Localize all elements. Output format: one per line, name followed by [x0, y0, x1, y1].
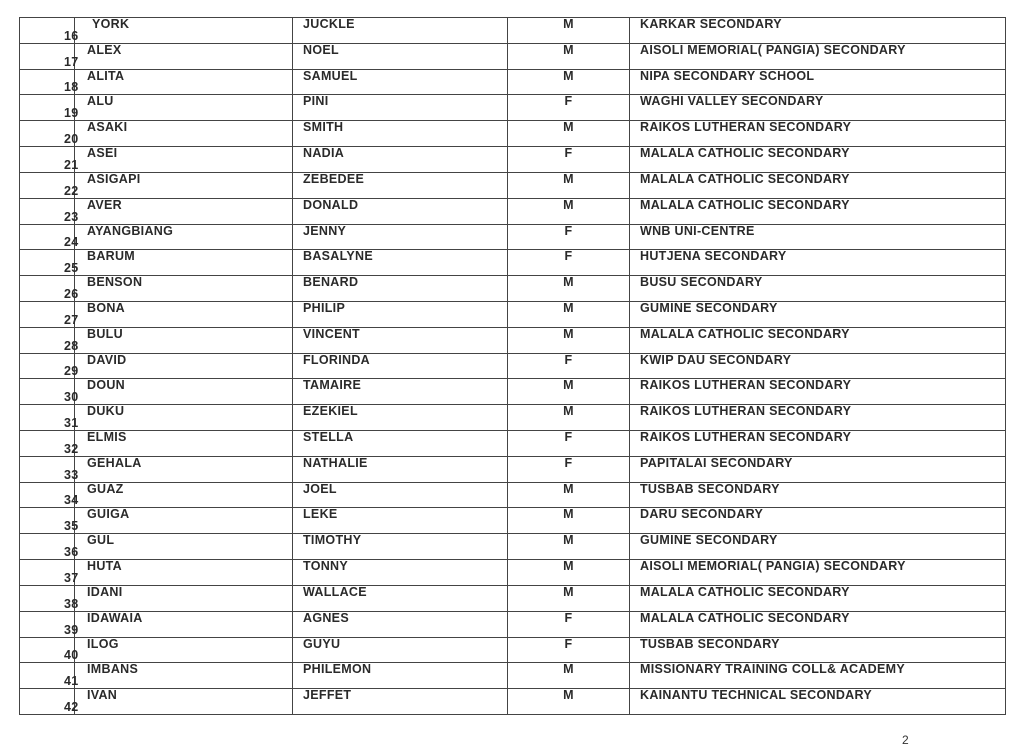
school-text: TUSBAB SECONDARY	[640, 637, 780, 651]
given-name-text: TIMOTHY	[303, 533, 362, 548]
sex-text: F	[564, 353, 573, 367]
school-text: MALALA CATHOLIC SECONDARY	[640, 146, 850, 161]
sex-text: M	[563, 327, 574, 341]
surname-text: GEHALA	[87, 456, 142, 470]
given-name-text: SAMUEL	[303, 69, 358, 83]
given-name-text: LEKE	[303, 507, 338, 522]
row-number-text: 36	[64, 545, 79, 560]
row-number-text: 25	[64, 261, 79, 276]
student-list-table	[19, 17, 1006, 715]
surname-cell	[75, 276, 293, 302]
sex-cell	[508, 147, 630, 173]
surname-text: IDAWAIA	[87, 611, 143, 625]
school-cell	[630, 121, 1006, 147]
sex-text: F	[564, 249, 573, 264]
given-name-text: JUCKLE	[303, 17, 355, 31]
surname-text: ASEI	[87, 146, 118, 161]
surname-cell	[75, 224, 293, 250]
sex-cell	[508, 560, 630, 586]
given-name-cell	[293, 534, 508, 560]
sex-text: M	[563, 662, 574, 677]
student-list-body	[20, 18, 1006, 715]
sex-cell	[508, 689, 630, 715]
given-name-text: JOEL	[303, 482, 337, 496]
surname-cell	[75, 353, 293, 379]
surname-cell	[75, 508, 293, 534]
school-text: KAINANTU TECHNICAL SECONDARY	[640, 688, 873, 703]
sex-text: F	[564, 456, 573, 470]
sex-text: M	[563, 533, 574, 548]
surname-cell	[75, 379, 293, 405]
school-text: MALALA CATHOLIC SECONDARY	[640, 585, 850, 599]
school-text: NIPA SECONDARY SCHOOL	[640, 69, 815, 83]
sex-text: M	[563, 301, 574, 315]
table-row	[20, 560, 1006, 586]
surname-text: ILOG	[87, 637, 119, 651]
surname-text: ASAKI	[87, 120, 128, 135]
surname-cell	[75, 405, 293, 431]
row-number-text: 31	[64, 416, 79, 430]
surname-text: ALEX	[87, 43, 122, 57]
surname-cell	[75, 327, 293, 353]
given-name-text: BENARD	[303, 275, 359, 290]
school-text: AISOLI MEMORIAL( PANGIA) SECONDARY	[640, 559, 906, 574]
surname-text: DOUN	[87, 378, 126, 393]
school-cell	[630, 198, 1006, 224]
surname-text: ALITA	[87, 69, 125, 83]
sex-cell	[508, 585, 630, 611]
given-name-cell	[293, 198, 508, 224]
school-cell	[630, 431, 1006, 457]
surname-cell	[75, 560, 293, 586]
sex-cell	[508, 301, 630, 327]
given-name-text: PINI	[303, 94, 329, 109]
given-name-text: VINCENT	[303, 327, 360, 341]
surname-text: AYANGBIANG	[87, 224, 174, 238]
surname-text: AVER	[87, 198, 123, 212]
row-number-text: 28	[64, 338, 79, 353]
surname-text: GUAZ	[87, 482, 124, 496]
sex-cell	[508, 431, 630, 457]
surname-text: ASIGAPI	[87, 172, 141, 186]
surname-cell	[75, 147, 293, 173]
table-row	[20, 508, 1006, 534]
table-row	[20, 95, 1006, 121]
row-number-text: 18	[64, 80, 79, 95]
table-row	[20, 353, 1006, 379]
school-cell	[630, 250, 1006, 276]
surname-text: ALU	[87, 94, 114, 109]
school-text: MALALA CATHOLIC SECONDARY	[640, 611, 850, 625]
row-number-text: 24	[64, 235, 79, 250]
given-name-cell	[293, 172, 508, 198]
given-name-cell	[293, 611, 508, 637]
school-cell	[630, 611, 1006, 637]
surname-cell	[75, 611, 293, 637]
table-row	[20, 534, 1006, 560]
row-number-text: 38	[64, 596, 79, 611]
given-name-text: JENNY	[303, 224, 347, 238]
surname-cell	[75, 637, 293, 663]
given-name-text: NADIA	[303, 146, 345, 161]
sex-text: F	[564, 224, 573, 238]
given-name-text: DONALD	[303, 198, 359, 212]
sex-text: M	[563, 43, 574, 57]
table-row	[20, 69, 1006, 95]
school-text: MISSIONARY TRAINING COLL& ACADEMY	[640, 662, 905, 677]
sex-cell	[508, 18, 630, 44]
given-name-text: NOEL	[303, 43, 339, 57]
sex-cell	[508, 611, 630, 637]
school-cell	[630, 689, 1006, 715]
school-text: RAIKOS LUTHERAN SECONDARY	[640, 404, 852, 419]
school-text: KWIP DAU SECONDARY	[640, 353, 792, 367]
school-cell	[630, 18, 1006, 44]
school-cell	[630, 585, 1006, 611]
school-text: MALALA CATHOLIC SECONDARY	[640, 198, 850, 212]
school-text: KARKAR SECONDARY	[640, 17, 782, 31]
surname-text: IMBANS	[87, 662, 139, 677]
given-name-cell	[293, 456, 508, 482]
sex-cell	[508, 276, 630, 302]
sex-cell	[508, 43, 630, 69]
row-number-text: 23	[64, 209, 79, 224]
table-row	[20, 431, 1006, 457]
given-name-text: SMITH	[303, 120, 344, 135]
given-name-cell	[293, 43, 508, 69]
surname-text: ELMIS	[87, 430, 127, 444]
row-number-text: 42	[64, 699, 79, 714]
school-cell	[630, 560, 1006, 586]
sex-cell	[508, 172, 630, 198]
surname-text: DAVID	[87, 353, 127, 367]
school-cell	[630, 69, 1006, 95]
surname-text: BONA	[87, 301, 126, 315]
row-number-text: 35	[64, 519, 79, 534]
sex-cell	[508, 224, 630, 250]
school-text: RAIKOS LUTHERAN SECONDARY	[640, 120, 852, 135]
school-text: BUSU SECONDARY	[640, 275, 763, 290]
sex-text: F	[564, 146, 573, 161]
table-row	[20, 456, 1006, 482]
row-number-text: 16	[64, 28, 79, 43]
given-name-cell	[293, 69, 508, 95]
sex-cell	[508, 379, 630, 405]
table-row	[20, 198, 1006, 224]
surname-cell	[75, 585, 293, 611]
given-name-text: JEFFET	[303, 688, 352, 703]
given-name-text: PHILEMON	[303, 662, 372, 677]
row-number-text: 22	[64, 183, 79, 198]
given-name-text: FLORINDA	[303, 353, 370, 367]
school-text: AISOLI MEMORIAL( PANGIA) SECONDARY	[640, 43, 906, 57]
school-text: PAPITALAI SECONDARY	[640, 456, 793, 470]
sex-cell	[508, 95, 630, 121]
table-row	[20, 301, 1006, 327]
surname-text: HUTA	[87, 559, 122, 574]
row-number-text: 29	[64, 364, 79, 379]
table-row	[20, 250, 1006, 276]
row-number-text: 17	[64, 54, 79, 69]
sex-text: M	[563, 559, 574, 574]
table-row	[20, 689, 1006, 715]
sex-text: M	[563, 17, 574, 31]
row-number-text: 30	[64, 390, 79, 405]
sex-text: F	[564, 611, 573, 625]
sex-text: F	[564, 637, 573, 651]
row-number-text: 33	[64, 467, 79, 482]
row-number-text: 34	[64, 493, 79, 508]
row-number-text: 37	[64, 570, 79, 585]
given-name-cell	[293, 18, 508, 44]
sex-text: M	[563, 404, 574, 419]
given-name-cell	[293, 431, 508, 457]
surname-cell	[75, 172, 293, 198]
given-name-cell	[293, 637, 508, 663]
sex-cell	[508, 637, 630, 663]
given-name-text: STELLA	[303, 430, 354, 444]
school-text: HUTJENA SECONDARY	[640, 249, 787, 264]
sex-text: M	[563, 378, 574, 393]
school-cell	[630, 327, 1006, 353]
school-cell	[630, 224, 1006, 250]
school-text: GUMINE SECONDARY	[640, 301, 778, 315]
given-name-text: ZEBEDEE	[303, 172, 365, 186]
given-name-text: GUYU	[303, 637, 341, 651]
given-name-cell	[293, 301, 508, 327]
surname-text: BULU	[87, 327, 123, 341]
school-cell	[630, 301, 1006, 327]
school-text: GUMINE SECONDARY	[640, 533, 778, 548]
table-row	[20, 147, 1006, 173]
given-name-text: PHILIP	[303, 301, 346, 315]
surname-cell	[75, 689, 293, 715]
table-row	[20, 43, 1006, 69]
table-row	[20, 18, 1006, 44]
table-row	[20, 663, 1006, 689]
school-cell	[630, 276, 1006, 302]
given-name-text: WALLACE	[303, 585, 367, 599]
table-row	[20, 121, 1006, 147]
surname-text: GUL	[87, 533, 115, 548]
surname-cell	[75, 456, 293, 482]
school-text: TUSBAB SECONDARY	[640, 482, 780, 496]
given-name-cell	[293, 585, 508, 611]
given-name-text: TAMAIRE	[303, 378, 362, 393]
table-row	[20, 482, 1006, 508]
school-cell	[630, 43, 1006, 69]
sex-text: F	[564, 430, 573, 444]
given-name-cell	[293, 379, 508, 405]
school-text: RAIKOS LUTHERAN SECONDARY	[640, 378, 852, 393]
given-name-cell	[293, 508, 508, 534]
given-name-cell	[293, 147, 508, 173]
surname-cell	[75, 43, 293, 69]
surname-text: BARUM	[87, 249, 136, 264]
sex-text: F	[564, 94, 573, 109]
surname-cell	[75, 250, 293, 276]
sex-cell	[508, 508, 630, 534]
table-row	[20, 379, 1006, 405]
sex-text: M	[563, 585, 574, 599]
school-text: WNB UNI-CENTRE	[640, 224, 755, 238]
given-name-cell	[293, 276, 508, 302]
page-number: 2	[902, 733, 909, 747]
school-cell	[630, 405, 1006, 431]
surname-text: YORK	[92, 17, 130, 31]
sex-cell	[508, 534, 630, 560]
row-number-text: 39	[64, 622, 79, 637]
surname-cell	[75, 301, 293, 327]
school-cell	[630, 147, 1006, 173]
given-name-cell	[293, 353, 508, 379]
school-text: MALALA CATHOLIC SECONDARY	[640, 172, 850, 186]
row-number-text: 26	[64, 286, 79, 301]
table-row	[20, 172, 1006, 198]
given-name-cell	[293, 482, 508, 508]
given-name-cell	[293, 121, 508, 147]
school-cell	[630, 508, 1006, 534]
school-text: RAIKOS LUTHERAN SECONDARY	[640, 430, 852, 444]
table-row	[20, 327, 1006, 353]
surname-cell	[75, 95, 293, 121]
given-name-text: AGNES	[303, 611, 349, 625]
surname-cell	[75, 482, 293, 508]
school-cell	[630, 482, 1006, 508]
surname-text: IDANI	[87, 585, 123, 599]
school-text: MALALA CATHOLIC SECONDARY	[640, 327, 850, 341]
sex-cell	[508, 353, 630, 379]
school-cell	[630, 353, 1006, 379]
row-number-text: 19	[64, 106, 79, 121]
given-name-cell	[293, 250, 508, 276]
school-cell	[630, 534, 1006, 560]
surname-text: IVAN	[87, 688, 118, 703]
surname-text: BENSON	[87, 275, 143, 290]
school-cell	[630, 456, 1006, 482]
sex-text: M	[563, 172, 574, 186]
school-cell	[630, 95, 1006, 121]
school-cell	[630, 637, 1006, 663]
sex-text: M	[563, 275, 574, 290]
given-name-text: EZEKIEL	[303, 404, 358, 419]
sex-cell	[508, 405, 630, 431]
given-name-cell	[293, 689, 508, 715]
sex-text: M	[563, 507, 574, 522]
surname-text: DUKU	[87, 404, 125, 419]
school-cell	[630, 663, 1006, 689]
table-row	[20, 405, 1006, 431]
table-row	[20, 585, 1006, 611]
surname-cell	[75, 18, 293, 44]
given-name-cell	[293, 405, 508, 431]
sex-text: M	[563, 482, 574, 496]
given-name-cell	[293, 95, 508, 121]
given-name-cell	[293, 224, 508, 250]
row-number-text: 40	[64, 648, 79, 663]
row-number-text: 20	[64, 132, 79, 147]
surname-cell	[75, 431, 293, 457]
surname-cell	[75, 121, 293, 147]
surname-cell	[75, 69, 293, 95]
school-text: WAGHI VALLEY SECONDARY	[640, 94, 824, 109]
table-row	[20, 224, 1006, 250]
table-row	[20, 637, 1006, 663]
sex-cell	[508, 198, 630, 224]
given-name-cell	[293, 663, 508, 689]
sex-cell	[508, 482, 630, 508]
given-name-text: BASALYNE	[303, 249, 374, 264]
row-number-text: 32	[64, 441, 79, 456]
surname-cell	[75, 198, 293, 224]
row-number-text: 21	[64, 157, 79, 172]
surname-cell	[75, 534, 293, 560]
sex-cell	[508, 69, 630, 95]
sex-cell	[508, 456, 630, 482]
sex-text: M	[563, 69, 574, 83]
row-number-text: 27	[64, 312, 79, 327]
table-row	[20, 276, 1006, 302]
row-number-text: 41	[64, 674, 79, 689]
given-name-cell	[293, 327, 508, 353]
given-name-text: TONNY	[303, 559, 349, 574]
school-cell	[630, 172, 1006, 198]
surname-text: GUIGA	[87, 507, 130, 522]
given-name-cell	[293, 560, 508, 586]
sex-text: M	[563, 120, 574, 135]
sex-cell	[508, 121, 630, 147]
sex-text: M	[563, 198, 574, 212]
table-row	[20, 611, 1006, 637]
sex-cell	[508, 663, 630, 689]
sex-cell	[508, 327, 630, 353]
school-text: DARU SECONDARY	[640, 507, 764, 522]
surname-cell	[75, 663, 293, 689]
sex-text: M	[563, 688, 574, 703]
school-cell	[630, 379, 1006, 405]
given-name-text: NATHALIE	[303, 456, 368, 470]
sex-cell	[508, 250, 630, 276]
